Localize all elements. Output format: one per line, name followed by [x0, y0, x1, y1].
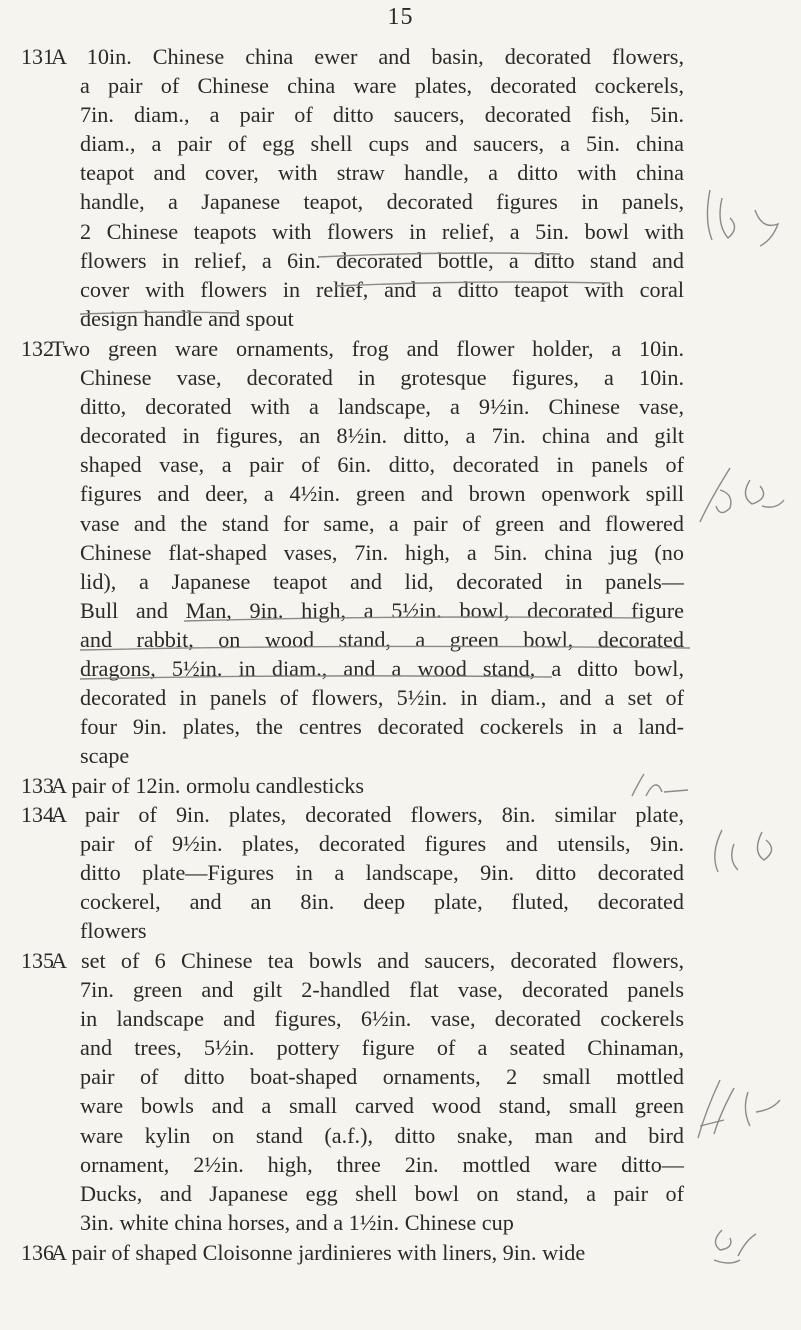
lot-number: 133: [21, 773, 54, 798]
lot-number: 135: [21, 948, 54, 973]
lot-line: flowers in relief, a 6in. decorated bottle, a ditto stand and: [80, 247, 684, 273]
lot-number: 131: [21, 44, 54, 69]
lot-line: cockerel, and an 8in. deep plate, fluted, decorated: [80, 889, 684, 915]
lot-description: [51, 334, 684, 770]
lot-line: Two green ware ornaments, frog and flower holder, a 10in.: [51, 336, 684, 361]
lot-line: A 10in. Chinese china ewer and basin, decorated flowers,: [51, 44, 684, 69]
lot-line: 3in. white china horses, and a 1½in. Chinese cup: [80, 1209, 514, 1235]
lot-line: ditto plate—Figures in a landscape, 9in. ditto decorated: [80, 860, 684, 886]
lot-line: diam., a pair of egg shell cups and saucers, a 5in. china: [80, 131, 684, 157]
lot-line: ware kylin on stand (a.f.), ditto snake, man and bird: [80, 1122, 684, 1148]
lot-line: ware bowls and a small carved wood stand, small green: [80, 1093, 684, 1119]
lot-line: and trees, 5½in. pottery figure of a seated Chinaman,: [80, 1035, 684, 1061]
page-number: 15: [387, 4, 414, 30]
handwritten-price-135: [690, 1070, 790, 1150]
handwritten-price-134: [700, 820, 790, 880]
lot-line: figures and deer, a 4½in. green and brown openwork spill: [80, 481, 684, 507]
handwritten-price-132: [690, 460, 790, 530]
lot-line: a pair of Chinese china ware plates, decorated cockerels,: [80, 73, 684, 99]
lot-line: ditto, decorated with a landscape, a 9½in. Chinese vase,: [80, 394, 684, 420]
lot-line: A pair of 9in. plates, decorated flowers, 8in. similar plate,: [51, 802, 684, 827]
lot-line: A set of 6 Chinese tea bowls and saucers, decorated flowers,: [51, 948, 684, 973]
lot-line: cover with flowers in relief, and a ditto teapot with coral: [80, 276, 684, 302]
lot-number: 132: [21, 336, 54, 361]
lot-line: scape: [80, 743, 130, 769]
handwritten-price-131: [700, 180, 790, 250]
lot-line: Bull and Man, 9in. high, a 5½in. bowl, decorated figure: [80, 597, 684, 623]
lot-description: [51, 42, 684, 333]
lot-line: 7in. diam., a pair of ditto saucers, decorated fish, 5in.: [80, 102, 684, 128]
lot-line: ornament, 2½in. high, three 2in. mottled ware ditto—: [80, 1151, 684, 1177]
lot-line: in landscape and figures, 6½in. vase, decorated cockerels: [80, 1006, 684, 1032]
lot-line: handle, a Japanese teapot, decorated figures in panels,: [80, 189, 684, 215]
lot-line: decorated in figures, an 8½in. ditto, a 7in. china and gilt: [80, 423, 684, 449]
lot-line: dragons, 5½in. in diam., and a wood stand, a ditto bowl,: [80, 656, 684, 682]
lot-line: lid), a Japanese teapot and lid, decorated in panels—: [80, 568, 684, 594]
lot-number: 136: [21, 1240, 54, 1265]
handwritten-price-133: [610, 770, 690, 800]
lot-line: four 9in. plates, the centres decorated cockerels in a land-: [80, 714, 684, 740]
lot-description: [51, 771, 684, 800]
lot-line: teapot and cover, with straw handle, a ditto with china: [80, 160, 684, 186]
lot-line: decorated in panels of flowers, 5½in. in diam., and a set of: [80, 685, 684, 711]
lot-line: shaped vase, a pair of 6in. ditto, decorated in panels of: [80, 452, 684, 478]
lot-description: [51, 946, 684, 1237]
lot-line: pair of 9½in. plates, decorated figures and utensils, 9in.: [80, 831, 684, 857]
lot-line: flowers: [80, 918, 147, 944]
lot-line: A pair of shaped Cloisonne jardinieres with liners, 9in. wide: [51, 1240, 586, 1265]
lot-line: design handle and spout: [80, 305, 294, 331]
lot-description: [51, 1238, 684, 1267]
lot-line: Chinese vase, decorated in grotesque figures, a 10in.: [80, 365, 684, 391]
lot-line: pair of ditto boat-shaped ornaments, 2 small mottled: [80, 1064, 684, 1090]
lot-line: 2 Chinese teapots with flowers in relief, a 5in. bowl with: [80, 218, 684, 244]
handwritten-price-136: [700, 1220, 790, 1270]
lot-line: A pair of 12in. ormolu candlesticks: [51, 773, 365, 798]
lot-line: 7in. green and gilt 2-handled flat vase, decorated panels: [80, 977, 684, 1003]
lot-number: 134: [21, 802, 54, 827]
lot-description: [51, 800, 684, 945]
lot-line: vase and the stand for same, a pair of green and flowered: [80, 510, 684, 536]
lot-line: and rabbit, on wood stand, a green bowl, decorated: [80, 626, 684, 652]
lot-line: Chinese flat-shaped vases, 7in. high, a 5in. china jug (no: [80, 539, 684, 565]
lot-line: Ducks, and Japanese egg shell bowl on stand, a pair of: [80, 1180, 684, 1206]
